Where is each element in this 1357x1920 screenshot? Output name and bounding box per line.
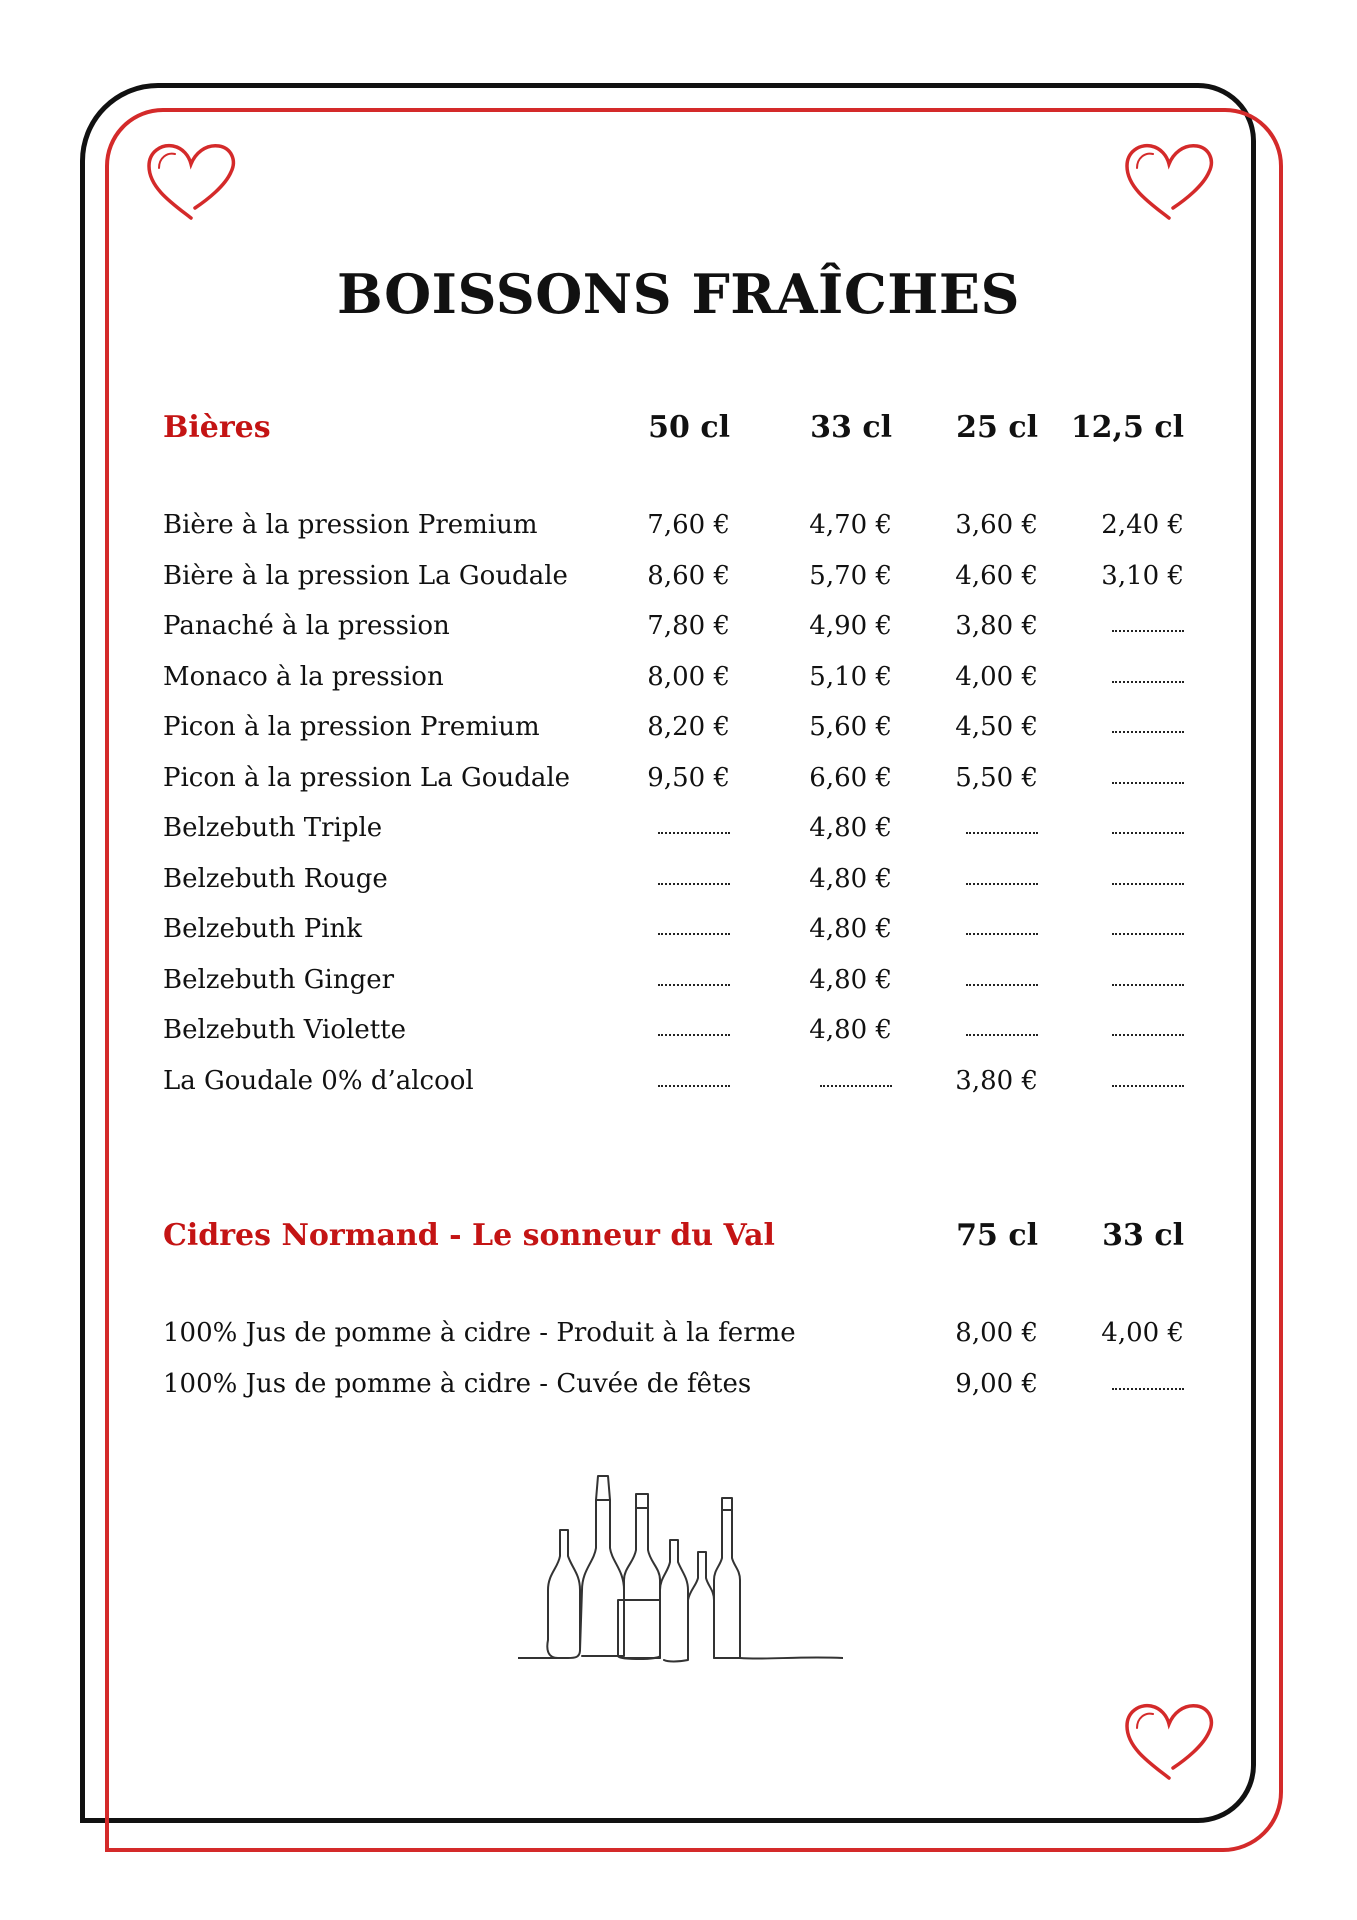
price-cell: 4,60 € (955, 560, 1038, 591)
price-cell: 4,80 € (809, 863, 892, 894)
price-cell: 5,50 € (955, 762, 1038, 793)
item-name: Belzebuth Pink (163, 914, 363, 944)
item-name: Belzebuth Ginger (163, 964, 395, 995)
price-cell: 4,80 € (809, 1015, 892, 1045)
beers-row (0, 510, 1357, 550)
price-unavailable-dash (966, 914, 1038, 944)
price-cell: 2,40 € (1101, 510, 1184, 540)
beers-row (0, 712, 1357, 752)
price-unavailable-dash (1112, 965, 1184, 995)
price-unavailable-dash (966, 965, 1038, 995)
item-name: Picon à la pression Premium (163, 712, 540, 742)
price-cell: 9,00 € (955, 1368, 1038, 1399)
price-unavailable-dash (658, 1066, 730, 1096)
price-cell: 5,10 € (809, 661, 892, 692)
item-name: Bière à la pression Premium (163, 510, 538, 540)
ciders-header-row (0, 1218, 1357, 1262)
beers-row (0, 914, 1357, 954)
beers-row (0, 763, 1357, 803)
ciders-col-75cl: 75 cl (956, 1218, 1038, 1253)
item-name: Monaco à la pression (163, 661, 444, 692)
ciders-row (0, 1318, 1357, 1358)
price-cell: 4,00 € (1101, 1318, 1184, 1348)
price-unavailable-dash (1112, 1369, 1184, 1399)
price-cell: 4,50 € (955, 712, 1038, 742)
price-cell: 4,80 € (809, 914, 892, 944)
page-title: BOISSONS FRAÎCHES (337, 262, 1020, 326)
item-name: Bière à la pression La Goudale (163, 560, 568, 591)
price-cell: 4,90 € (809, 611, 892, 641)
beers-row (0, 813, 1357, 853)
price-unavailable-dash (966, 813, 1038, 843)
item-name: Panaché à la pression (163, 611, 450, 641)
price-cell: 3,80 € (955, 1065, 1038, 1096)
price-unavailable-dash (820, 1066, 892, 1096)
heart-outline-icon (1123, 1700, 1217, 1782)
price-cell: 7,80 € (647, 611, 730, 641)
price-unavailable-dash (658, 1015, 730, 1045)
price-cell: 4,70 € (809, 510, 892, 540)
price-cell: 3,60 € (955, 510, 1038, 540)
item-name: Belzebuth Triple (163, 813, 383, 843)
price-unavailable-dash (1112, 712, 1184, 742)
beers-col-33cl: 33 cl (810, 410, 892, 445)
price-unavailable-dash (1112, 914, 1184, 944)
beers-row (0, 1066, 1357, 1106)
ciders-heading: Cidres Normand - Le sonneur du Val (163, 1218, 775, 1253)
price-unavailable-dash (658, 864, 730, 894)
price-unavailable-dash (1112, 1015, 1184, 1045)
ciders-row (0, 1369, 1357, 1409)
price-cell: 9,50 € (647, 762, 730, 793)
ciders-col-33cl: 33 cl (1102, 1218, 1184, 1253)
price-cell: 4,80 € (809, 813, 892, 843)
beers-header-row (0, 410, 1357, 454)
price-cell: 3,10 € (1101, 560, 1184, 591)
item-name: Belzebuth Violette (163, 1015, 407, 1045)
price-cell: 8,20 € (647, 712, 730, 742)
item-name: Picon à la pression La Goudale (163, 762, 571, 793)
price-unavailable-dash (1112, 864, 1184, 894)
beers-col-12-5cl: 12,5 cl (1070, 410, 1184, 445)
price-unavailable-dash (1112, 813, 1184, 843)
price-unavailable-dash (1112, 763, 1184, 793)
price-unavailable-dash (658, 965, 730, 995)
beers-heading: Bières (163, 410, 271, 445)
price-unavailable-dash (1112, 1066, 1184, 1096)
item-name: 100% Jus de pomme à cidre - Cuvée de fêtes (163, 1368, 752, 1399)
price-cell: 5,60 € (809, 712, 892, 742)
price-unavailable-dash (966, 1015, 1038, 1045)
bottles-line-drawing (518, 1470, 843, 1670)
price-cell: 4,00 € (955, 661, 1038, 692)
price-cell: 7,60 € (647, 510, 730, 540)
price-unavailable-dash (966, 864, 1038, 894)
item-name: Belzebuth Rouge (163, 863, 388, 894)
price-cell: 4,80 € (809, 964, 892, 995)
item-name: La Goudale 0% d’alcool (163, 1065, 474, 1096)
heart-outline-icon (1123, 140, 1217, 222)
beers-row (0, 611, 1357, 651)
item-name: 100% Jus de pomme à cidre - Produit à la ferme (163, 1318, 796, 1348)
beers-row (0, 864, 1357, 904)
price-cell: 8,00 € (647, 661, 730, 692)
price-unavailable-dash (658, 813, 730, 843)
price-cell: 8,00 € (955, 1318, 1038, 1348)
beers-col-25cl: 25 cl (956, 410, 1038, 445)
price-cell: 5,70 € (809, 560, 892, 591)
beers-row (0, 965, 1357, 1005)
price-cell: 8,60 € (647, 560, 730, 591)
price-cell: 3,80 € (955, 611, 1038, 641)
beers-col-50cl: 50 cl (648, 410, 730, 445)
beers-row (0, 561, 1357, 601)
beers-row (0, 662, 1357, 702)
price-cell: 6,60 € (809, 762, 892, 793)
heart-outline-icon (145, 140, 239, 222)
price-unavailable-dash (658, 914, 730, 944)
price-unavailable-dash (1112, 611, 1184, 641)
beers-row (0, 1015, 1357, 1055)
price-unavailable-dash (1112, 662, 1184, 692)
